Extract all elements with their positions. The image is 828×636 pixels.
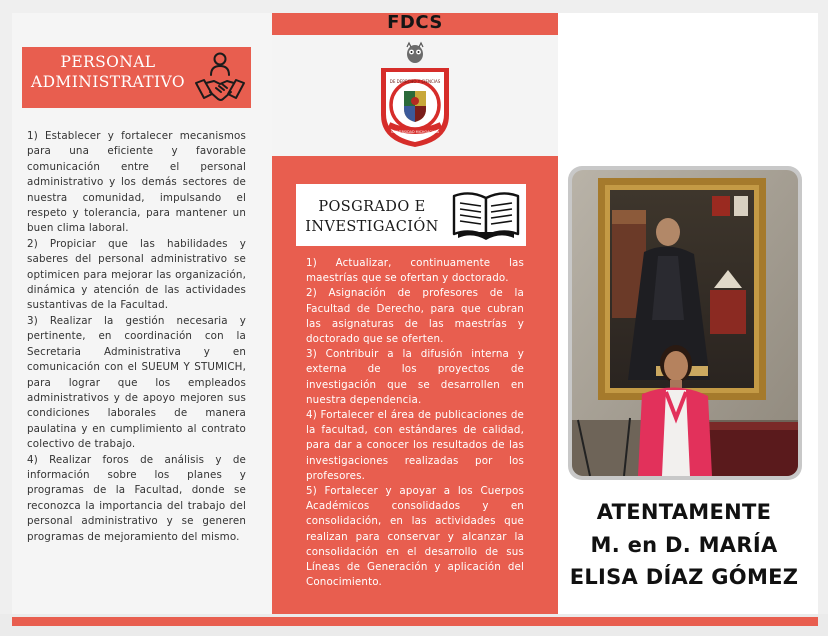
left-paragraph-3: 3) Realizar la gestión necesaria y pertinente, en coordinación con la Secretaria Administrativa y en comunicación con el SUEUM Y STUMICH, para lograr que los empleados administrativos y de apoyo mejoren sus condiciones laborales de manera paulatina y en cumplimiento al contrato colectivo de trabajo. (27, 314, 246, 451)
personal-administrativo-body (27, 129, 246, 545)
faculty-crest-logo (375, 41, 455, 149)
left-paragraph-2: 2) Propiciar que las habilidades y saberes del personal administrativo se optimicen para mejorar las organización, dinámica y atención de las actividades sustantivas de la Facultad. (27, 237, 246, 312)
mid-paragraph-2: 2) Asignación de profesores de la Facultad de Derecho, para que cubran las asignaturas de las maestrías y doctorado que se oferten. (306, 287, 524, 346)
svg-text:DE DERECHO Y CIENCIAS: DE DERECHO Y CIENCIAS (389, 79, 441, 84)
left-paragraph-1: 1) Establecer y fortalecer mecanismos para una eficiente y favorable comunicación entre el personal administrativo y los demás sectores de nuestra comunidad, impulsando el respeto y tolerancia, para mantener un buen clima laboral. (27, 130, 246, 235)
bottom-accent-bar (12, 617, 818, 626)
closing-line-2: M. en D. MARÍA (590, 532, 778, 557)
handshake-icon (194, 50, 246, 106)
open-book-icon (450, 186, 522, 242)
mid-paragraph-5: 5) Fortalecer y apoyar a los Cuerpos Académicos consolidados y en consolidación, en las actividades que realizan para conservar y alcanzar la consolidación en el desarrollo de sus Líneas de Generación y aplicación del Conocimiento. (306, 485, 524, 589)
mid-heading-line1: POSGRADO E (318, 199, 426, 215)
posgrado-investigacion-body (306, 256, 524, 590)
closing-signature (562, 496, 806, 594)
closing-line-3: ELISA DÍAZ GÓMEZ (569, 565, 799, 589)
portrait-photo (572, 170, 798, 476)
left-heading-line1: PERSONAL (60, 53, 156, 71)
left-heading-line2: ADMINISTRATIVO (31, 73, 185, 91)
left-paragraph-4: 4) Realizar foros de análisis y de información sobre los planes y programas de la Facultad, donde se reconozca la importancia del trabajo del personal administrativo y se generen programas de mejoramiento del mismo. (27, 453, 246, 543)
mid-heading-line2: INVESTIGACIÓN (305, 219, 439, 235)
page-title: FDCS (387, 12, 443, 33)
posgrado-investigacion-title (298, 197, 446, 237)
personal-administrativo-title (26, 52, 190, 92)
svg-text:UNIVERSIDAD MICHOACANA: UNIVERSIDAD MICHOACANA (391, 130, 439, 134)
mid-paragraph-3: 3) Contribuir a la difusión interna y externa de los proyectos de investigación que se desarrollen en nuestra dependencia. (306, 348, 524, 406)
closing-line-1: ATENTAMENTE (596, 500, 772, 524)
mid-paragraph-4: 4) Fortalecer el área de publicaciones de la facultad, con estándares de calidad, para dar a conocer los resultados de las investigaciones realizadas por los profesores. (306, 409, 524, 482)
mid-paragraph-1: 1) Actualizar, continuamente las maestrías que se ofertan y doctorado. (306, 257, 524, 285)
